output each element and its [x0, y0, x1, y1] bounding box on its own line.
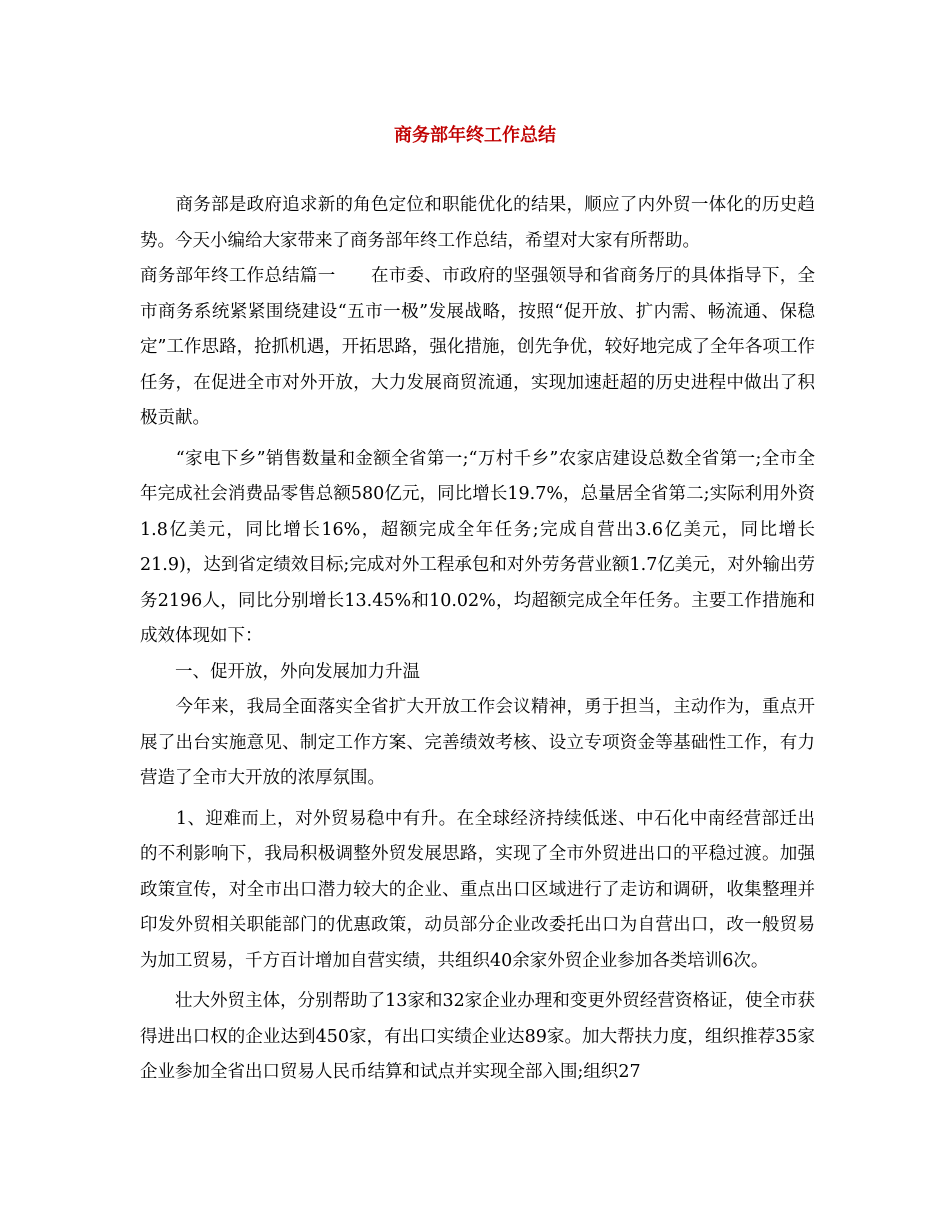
paragraph-foreign-trade: 1、迎难而上，对外贸易稳中有升。在全球经济持续低迷、中石化中南经营部迁出的不利影响下，我局积极调整外贸发展思路，实现了全市外贸进出口的平稳过渡。加强政策宣传，对全市出口潜力较大的企业、重点出口区域进行了走访和调研，收集整理并印发外贸相关职能部门的优惠政策，动员部分企业改委托出口为自营出口，改一般贸易为加工贸易，千方百计增加自营实绩，共组织40余家外贸企业参加各类培训6次。 [140, 808, 815, 971]
paragraph-opening-up: 今年来，我局全面落实全省扩大开放工作会议精神，勇于担当，主动作为，重点开展了出台实施意见、制定工作方案、完善绩效考核、设立专项资金等基础性工作，有力营造了全市大开放的浓厚氛围。 [140, 697, 815, 788]
document-body [140, 188, 815, 1091]
document-title: 商务部年终工作总结 [394, 125, 556, 146]
paragraph-trade-entities: 壮大外贸主体，分别帮助了13家和32家企业办理和变更外贸经营资格证，使全市获得进出口权的企业达到450家，有出口实绩企业达89家。加大帮扶力度，组织推荐35家企业参加全省出口贸易人民币结算和试点并实现全部入围;组织27 [140, 991, 815, 1082]
paragraph-intro: 商务部是政府追求新的角色定位和职能优化的结果，顺应了内外贸一体化的历史趋势。今天小编给大家带来了商务部年终工作总结，希望对大家有所帮助。 [140, 195, 815, 251]
paragraph-section-one: 商务部年终工作总结篇一 在市委、市政府的坚强领导和省商务厅的具体指导下，全市商务系统紧紧围绕建设“五市一极”发展战略，按照“促开放、扩内需、畅流通、保稳定”工作思路，抢抓机遇，开拓思路，强化措施，创先争优，较好地完成了全年各项工作任务，在促进全市对外开放，大力发展商贸流通，实现加速赶超的历史进程中做出了积极贡献。 [140, 266, 815, 428]
paragraph-statistics: “家电下乡”销售数量和金额全省第一;“万村千乡”农家店建设总数全省第一;全市全年完成社会消费品零售总额580亿元，同比增长19.7%，总量居全省第二;实际利用外资1.8亿美元，同比增长16%，超额完成全年任务;完成自营出3.6亿美元，同比增长21.9)，达到省定绩效目标;完成对外工程承包和对外劳务营业额1.7亿美元，对外输出劳务2196人，同比分别增长13.45%和10.02%，均超额完成全年任务。主要工作措施和成效体现如下： [140, 448, 815, 646]
section-heading-opening-up: 一、促开放，外向发展加力升温 [140, 661, 420, 682]
